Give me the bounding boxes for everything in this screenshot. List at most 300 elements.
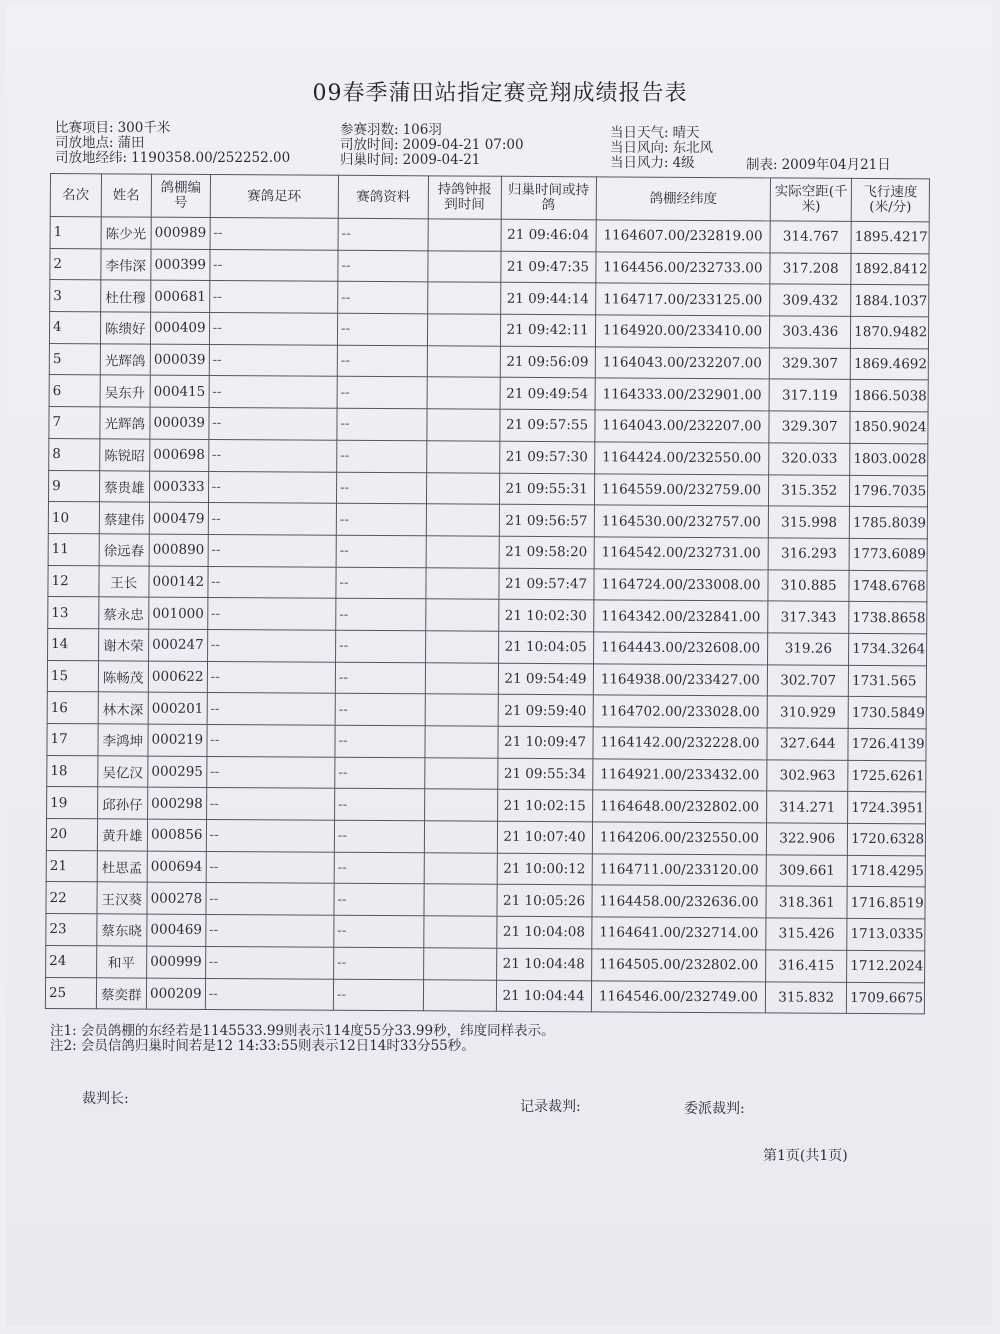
cell-arrival: 21 10:05:26 — [497, 885, 592, 917]
table-row — [49, 407, 928, 444]
table-row — [48, 628, 927, 665]
cell-clock — [427, 441, 500, 473]
table-row — [47, 755, 926, 792]
cell-rank: 17 — [47, 723, 98, 755]
cell-coords: 1164505.00/232802.00 — [591, 949, 766, 982]
cell-loft: 000469 — [147, 914, 206, 946]
cell-name: 杜仕穆 — [100, 280, 151, 312]
cell-info: -- — [337, 440, 427, 472]
cell-loft: 000298 — [148, 787, 207, 819]
cell-speed: 1730.5849 — [848, 697, 926, 729]
cell-clock — [426, 567, 499, 599]
cell-rank: 16 — [47, 692, 98, 724]
results-table — [45, 173, 930, 1015]
cell-ring: -- — [209, 408, 338, 440]
table-row — [49, 312, 928, 349]
cell-ring: -- — [208, 471, 337, 503]
cell-clock — [426, 504, 499, 536]
cell-clock — [425, 662, 498, 694]
cell-info: -- — [337, 408, 427, 440]
cell-speed: 1720.6328 — [847, 823, 925, 855]
cell-ring: -- — [209, 281, 338, 313]
cell-clock — [425, 757, 498, 789]
cell-coords: 1164724.00/233008.00 — [593, 568, 768, 601]
cell-coords: 1164206.00/232550.00 — [592, 822, 767, 855]
cell-coords: 1164641.00/232714.00 — [591, 917, 766, 950]
cell-name: 吴东升 — [100, 375, 151, 407]
cell-speed: 1726.4139 — [848, 728, 926, 760]
cell-name: 蔡奕群 — [96, 977, 147, 1009]
header-ring: 赛鸽足环 — [210, 174, 339, 218]
cell-distance: 315.998 — [769, 506, 850, 538]
cell-info: -- — [336, 472, 426, 504]
cell-info: -- — [335, 725, 425, 757]
cell-name: 陈少光 — [101, 217, 152, 249]
cell-info: -- — [338, 250, 428, 282]
cell-arrival: 21 09:57:55 — [499, 409, 594, 441]
table-row — [50, 248, 929, 285]
cell-info: -- — [334, 852, 424, 884]
table-row — [48, 470, 927, 507]
cell-distance: 317.343 — [768, 601, 849, 633]
cell-loft: 000278 — [147, 883, 206, 915]
cell-loft: 000333 — [150, 471, 209, 503]
cell-ring: -- — [205, 915, 334, 947]
cell-arrival: 21 09:59:40 — [498, 695, 593, 727]
cell-loft: 000142 — [149, 566, 208, 598]
cell-distance: 322.906 — [767, 823, 848, 855]
cell-distance: 315.832 — [766, 981, 847, 1013]
cell-distance: 329.307 — [769, 411, 850, 443]
cell-name: 蔡贵雄 — [99, 470, 150, 502]
cell-clock — [427, 346, 500, 378]
cell-name: 蔡东晓 — [96, 914, 147, 946]
cell-arrival: 21 10:02:30 — [498, 599, 593, 631]
cell-name: 王汉葵 — [96, 882, 147, 914]
cell-speed: 1713.0335 — [847, 919, 925, 951]
cell-name: 徐远春 — [99, 534, 150, 566]
cell-clock — [424, 821, 497, 853]
cell-arrival: 21 10:07:40 — [497, 821, 592, 853]
cell-distance: 320.033 — [769, 443, 850, 475]
weather: 当日天气: 晴天 — [610, 125, 700, 141]
cell-coords: 1164702.00/233028.00 — [593, 695, 768, 728]
cell-info: -- — [335, 662, 425, 694]
cell-distance: 327.644 — [767, 728, 848, 760]
cell-distance: 318.361 — [766, 886, 847, 918]
entry-info-block — [340, 123, 524, 168]
table-row — [49, 438, 928, 475]
cell-rank: 7 — [49, 407, 100, 439]
cell-coords: 1164443.00/232608.00 — [593, 632, 768, 665]
cell-speed: 1785.8039 — [849, 507, 927, 539]
entry-count: 参赛羽数: 106羽 — [340, 122, 442, 138]
cell-coords: 1164920.00/233410.00 — [595, 315, 770, 348]
cell-info: -- — [336, 535, 426, 567]
cell-name: 和平 — [96, 946, 147, 978]
cell-coords: 1164938.00/233427.00 — [593, 663, 768, 696]
cell-speed: 1796.7035 — [850, 475, 928, 507]
made-date: 制表: 2009年04月21日 — [746, 157, 891, 173]
cell-speed: 1731.565 — [848, 665, 926, 697]
cell-loft: 000856 — [147, 819, 206, 851]
cell-loft: 000989 — [151, 217, 210, 249]
cell-arrival: 21 09:54:49 — [498, 663, 593, 695]
cell-rank: 6 — [49, 375, 100, 407]
cell-arrival: 21 09:47:35 — [500, 251, 595, 283]
cell-coords: 1164458.00/232636.00 — [592, 885, 767, 918]
cell-distance: 319.26 — [768, 633, 849, 665]
cell-ring: -- — [208, 439, 337, 471]
race-info-block — [55, 121, 290, 166]
cell-clock — [427, 377, 500, 409]
cell-ring: -- — [209, 376, 338, 408]
cell-info: -- — [337, 313, 427, 345]
cell-loft: 000039 — [150, 407, 209, 439]
cell-coords: 1164542.00/232731.00 — [594, 537, 769, 570]
cell-rank: 8 — [49, 438, 100, 470]
cell-name: 光辉鸽 — [100, 344, 151, 376]
delegated-judge-label: 委派裁判: — [684, 1101, 745, 1117]
table-row — [48, 533, 927, 570]
cell-info: -- — [335, 694, 425, 726]
cell-arrival: 21 10:04:08 — [496, 916, 591, 948]
cell-loft: 000622 — [148, 661, 207, 693]
cell-loft: 000890 — [149, 534, 208, 566]
cell-clock — [426, 599, 499, 631]
header-coords: 鸽棚经纬度 — [596, 177, 771, 221]
cell-coords: 1164424.00/232550.00 — [594, 442, 769, 475]
cell-coords: 1164648.00/232802.00 — [592, 790, 767, 823]
cell-coords: 1164333.00/232901.00 — [595, 378, 770, 411]
cell-rank: 10 — [48, 502, 99, 534]
cell-name: 杜思孟 — [97, 851, 148, 883]
cell-distance: 317.119 — [769, 379, 850, 411]
cell-info: -- — [334, 789, 424, 821]
cell-rank: 24 — [46, 945, 97, 977]
cell-coords: 1164530.00/232757.00 — [594, 505, 769, 538]
cell-arrival: 21 10:09:47 — [498, 726, 593, 758]
cell-ring: -- — [208, 503, 337, 535]
cell-distance: 309.432 — [770, 284, 851, 316]
release-coords: 司放地经纬: 1190358.00/252252.00 — [55, 150, 291, 166]
cell-coords: 1164711.00/233120.00 — [592, 854, 767, 887]
cell-rank: 1 — [50, 217, 101, 249]
cell-name: 陈锐昭 — [99, 439, 150, 471]
table-row — [50, 280, 929, 317]
table-row — [47, 723, 926, 760]
cell-distance: 302.707 — [768, 665, 849, 697]
cell-speed: 1884.1037 — [851, 285, 929, 317]
table-row — [47, 692, 926, 729]
cell-name: 邱孙仔 — [97, 787, 148, 819]
cell-info: -- — [335, 630, 425, 662]
cell-coords: 1164342.00/232841.00 — [593, 600, 768, 633]
cell-ring: -- — [206, 851, 335, 883]
cell-loft: 000295 — [148, 756, 207, 788]
cell-coords: 1164717.00/233125.00 — [595, 283, 770, 316]
cell-loft: 000999 — [147, 946, 206, 978]
cell-distance: 316.415 — [766, 950, 847, 982]
cell-loft: 000247 — [149, 629, 208, 661]
cell-arrival: 21 09:55:34 — [497, 758, 592, 790]
recording-judge-label: 记录裁判: — [520, 1099, 581, 1115]
weather-info-block — [610, 126, 713, 171]
cell-rank: 2 — [50, 248, 101, 280]
cell-loft: 001000 — [149, 597, 208, 629]
cell-clock — [424, 916, 497, 948]
cell-rank: 5 — [49, 343, 100, 375]
cell-coords: 1164607.00/232819.00 — [596, 220, 771, 253]
cell-clock — [427, 282, 500, 314]
cell-rank: 23 — [46, 914, 97, 946]
cell-distance: 315.352 — [769, 474, 850, 506]
header-loft: 鸽棚编号 — [151, 174, 210, 217]
cell-loft: 000698 — [150, 439, 209, 471]
return-time: 归巢时间: 2009-04-21 — [340, 152, 481, 168]
cell-clock — [428, 219, 501, 251]
cell-arrival: 21 09:55:31 — [499, 473, 594, 505]
wind-force: 当日风力: 4级 — [610, 155, 695, 171]
cell-distance: 315.426 — [766, 918, 847, 950]
header-distance: 实际空距(千米) — [771, 178, 852, 221]
cell-arrival: 21 09:42:11 — [500, 314, 595, 346]
cell-clock — [423, 979, 496, 1011]
cell-name: 谢木荣 — [98, 629, 149, 661]
cell-ring: -- — [206, 820, 335, 852]
cell-rank: 11 — [48, 533, 99, 565]
cell-arrival: 21 10:00:12 — [497, 853, 592, 885]
cell-speed: 1718.4295 — [847, 855, 925, 887]
cell-ring: -- — [207, 629, 336, 661]
cell-clock — [424, 853, 497, 885]
cell-ring: -- — [209, 313, 338, 345]
cell-name: 蔡永忠 — [98, 597, 149, 629]
cell-info: -- — [337, 377, 427, 409]
cell-rank: 19 — [47, 787, 98, 819]
cell-info: -- — [336, 599, 426, 631]
cell-info: -- — [338, 282, 428, 314]
cell-arrival: 21 09:58:20 — [499, 536, 594, 568]
cell-speed: 1734.3264 — [849, 633, 927, 665]
cell-speed: 1803.0028 — [850, 443, 928, 475]
cell-speed: 1709.6675 — [847, 982, 925, 1014]
cell-distance: 310.885 — [768, 569, 849, 601]
wind-direction: 当日风向: 东北风 — [610, 140, 714, 156]
cell-rank: 4 — [49, 312, 100, 344]
cell-loft: 000399 — [151, 249, 210, 281]
cell-arrival: 21 10:04:48 — [496, 948, 591, 980]
cell-distance: 314.767 — [770, 221, 851, 253]
cell-speed: 1870.9482 — [851, 316, 929, 348]
cell-ring: -- — [205, 946, 334, 978]
cell-clock — [428, 250, 501, 282]
report-title: 09春季蒲田站指定赛竞翔成绩报告表 — [312, 81, 688, 106]
cell-coords: 1164142.00/232228.00 — [592, 727, 767, 760]
page-indicator: 第1页(共1页) — [763, 1148, 848, 1164]
cell-ring: -- — [209, 249, 338, 281]
cell-loft: 000209 — [146, 978, 205, 1010]
cell-rank: 13 — [48, 597, 99, 629]
cell-rank: 15 — [47, 660, 98, 692]
cell-distance: 310.929 — [767, 696, 848, 728]
cell-speed: 1892.8412 — [851, 253, 929, 285]
cell-speed: 1725.6261 — [848, 760, 926, 792]
cell-arrival: 21 09:56:09 — [500, 346, 595, 378]
header-speed: 飞行速度(米/分) — [851, 178, 929, 221]
cell-clock — [423, 948, 496, 980]
cell-ring: -- — [208, 566, 337, 598]
cell-clock — [425, 631, 498, 663]
cell-name: 陈畅茂 — [98, 660, 149, 692]
cell-arrival: 21 09:44:14 — [500, 283, 595, 315]
cell-ring: -- — [207, 598, 336, 630]
cell-name: 蔡建伟 — [99, 502, 150, 534]
cell-clock — [425, 726, 498, 758]
cell-distance: 309.661 — [766, 855, 847, 887]
cell-clock — [425, 694, 498, 726]
cell-rank: 22 — [46, 882, 97, 914]
race-item: 比赛项目: 300千米 — [55, 120, 171, 136]
cell-name: 王长 — [98, 565, 149, 597]
cell-speed: 1773.6089 — [849, 538, 927, 570]
cell-clock — [426, 536, 499, 568]
cell-ring: -- — [206, 883, 335, 915]
cell-clock — [424, 884, 497, 916]
cell-speed: 1850.9024 — [850, 412, 928, 444]
cell-info: -- — [333, 979, 423, 1011]
cell-rank: 25 — [45, 977, 96, 1009]
cell-speed: 1712.2024 — [847, 950, 925, 982]
header-rank: 名次 — [50, 174, 101, 217]
cell-name: 林木深 — [98, 692, 149, 724]
table-row — [48, 565, 927, 602]
cell-loft: 000694 — [147, 851, 206, 883]
chief-judge-label: 裁判长: — [82, 1091, 129, 1107]
cell-info: -- — [334, 915, 424, 947]
cell-speed: 1738.8658 — [849, 602, 927, 634]
cell-speed: 1716.8519 — [847, 887, 925, 919]
cell-arrival: 21 09:57:47 — [498, 568, 593, 600]
cell-info: -- — [336, 503, 426, 535]
cell-rank: 14 — [48, 628, 99, 660]
cell-ring: -- — [208, 534, 337, 566]
table-body — [45, 217, 929, 1015]
cell-loft: 000409 — [150, 312, 209, 344]
cell-info: -- — [334, 884, 424, 916]
header-arrival: 归巢时间或持鸽 — [501, 176, 596, 220]
note-1: 注1: 会员鸽棚的东经若是1145533.99则表示114度55分33.99秒，纬度同样表示。 — [50, 1023, 555, 1039]
cell-info: -- — [335, 757, 425, 789]
cell-coords: 1164456.00/232733.00 — [595, 252, 770, 285]
cell-rank: 18 — [47, 755, 98, 787]
cell-coords: 1164546.00/232749.00 — [591, 980, 766, 1013]
cell-info: -- — [336, 567, 426, 599]
table-row — [48, 597, 927, 634]
cell-loft: 000219 — [148, 724, 207, 756]
header-name: 姓名 — [101, 174, 152, 217]
cell-clock — [424, 789, 497, 821]
table-row — [49, 343, 928, 380]
cell-arrival: 21 10:04:05 — [498, 631, 593, 663]
cell-arrival: 21 10:02:15 — [497, 790, 592, 822]
cell-distance: 317.208 — [770, 253, 851, 285]
cell-distance: 303.436 — [770, 316, 851, 348]
cell-name: 黄升雄 — [97, 819, 148, 851]
cell-arrival: 21 10:04:44 — [496, 980, 591, 1012]
cell-rank: 9 — [48, 470, 99, 502]
cell-ring: -- — [206, 756, 335, 788]
table-row — [49, 375, 928, 412]
header-info: 赛鸽资料 — [338, 175, 428, 219]
cell-ring: -- — [209, 344, 338, 376]
cell-ring: -- — [207, 724, 336, 756]
cell-rank: 12 — [48, 565, 99, 597]
cell-speed: 1869.4692 — [850, 348, 928, 380]
table-row — [47, 660, 926, 697]
cell-arrival: 21 09:56:57 — [499, 504, 594, 536]
cell-ring: -- — [206, 788, 335, 820]
header-clock: 持鸽钟报到时间 — [428, 176, 501, 219]
cell-info: -- — [334, 820, 424, 852]
cell-info: -- — [338, 218, 428, 250]
cell-name: 李伟深 — [100, 248, 151, 280]
cell-loft: 000201 — [148, 692, 207, 724]
table-row — [48, 502, 927, 539]
cell-name: 吴亿汉 — [97, 755, 148, 787]
cell-arrival: 21 09:46:04 — [501, 219, 596, 251]
cell-distance: 316.293 — [768, 538, 849, 570]
cell-loft: 000415 — [150, 376, 209, 408]
cell-ring: -- — [207, 693, 336, 725]
cell-info: -- — [334, 947, 424, 979]
cell-speed: 1724.3951 — [848, 792, 926, 824]
cell-info: -- — [337, 345, 427, 377]
notes — [50, 1024, 555, 1054]
cell-ring: -- — [207, 661, 336, 693]
cell-coords: 1164043.00/232207.00 — [595, 347, 770, 380]
cell-coords: 1164043.00/232207.00 — [594, 410, 769, 443]
cell-loft: 000479 — [149, 502, 208, 534]
cell-coords: 1164559.00/232759.00 — [594, 473, 769, 506]
note-2: 注2: 会员信鸽归巢时间若是12 14:33:55则表示12日14时33分55秒。 — [50, 1038, 475, 1054]
cell-distance: 314.271 — [767, 791, 848, 823]
cell-clock — [427, 314, 500, 346]
cell-arrival: 21 09:49:54 — [500, 378, 595, 410]
cell-clock — [427, 409, 500, 441]
release-time: 司放时间: 2009-04-21 07:00 — [340, 137, 524, 153]
cell-name: 陈缋好 — [100, 312, 151, 344]
cell-rank: 20 — [46, 819, 97, 851]
cell-clock — [426, 472, 499, 504]
cell-distance: 329.307 — [770, 348, 851, 380]
cell-ring: -- — [210, 217, 339, 249]
cell-loft: 000681 — [151, 280, 210, 312]
cell-distance: 302.963 — [767, 760, 848, 792]
cell-name: 李鸿坤 — [97, 724, 148, 756]
cell-rank: 3 — [50, 280, 101, 312]
cell-name: 光辉鸽 — [99, 407, 150, 439]
table-header-row — [50, 174, 929, 222]
cell-speed: 1866.5038 — [850, 380, 928, 412]
release-place: 司放地点: 蒲田 — [55, 135, 145, 151]
cell-ring: -- — [205, 978, 334, 1010]
cell-speed: 1748.6768 — [849, 570, 927, 602]
table-row — [45, 977, 924, 1014]
cell-rank: 21 — [46, 850, 97, 882]
cell-speed: 1895.4217 — [851, 221, 929, 253]
cell-arrival: 21 09:57:30 — [499, 441, 594, 473]
